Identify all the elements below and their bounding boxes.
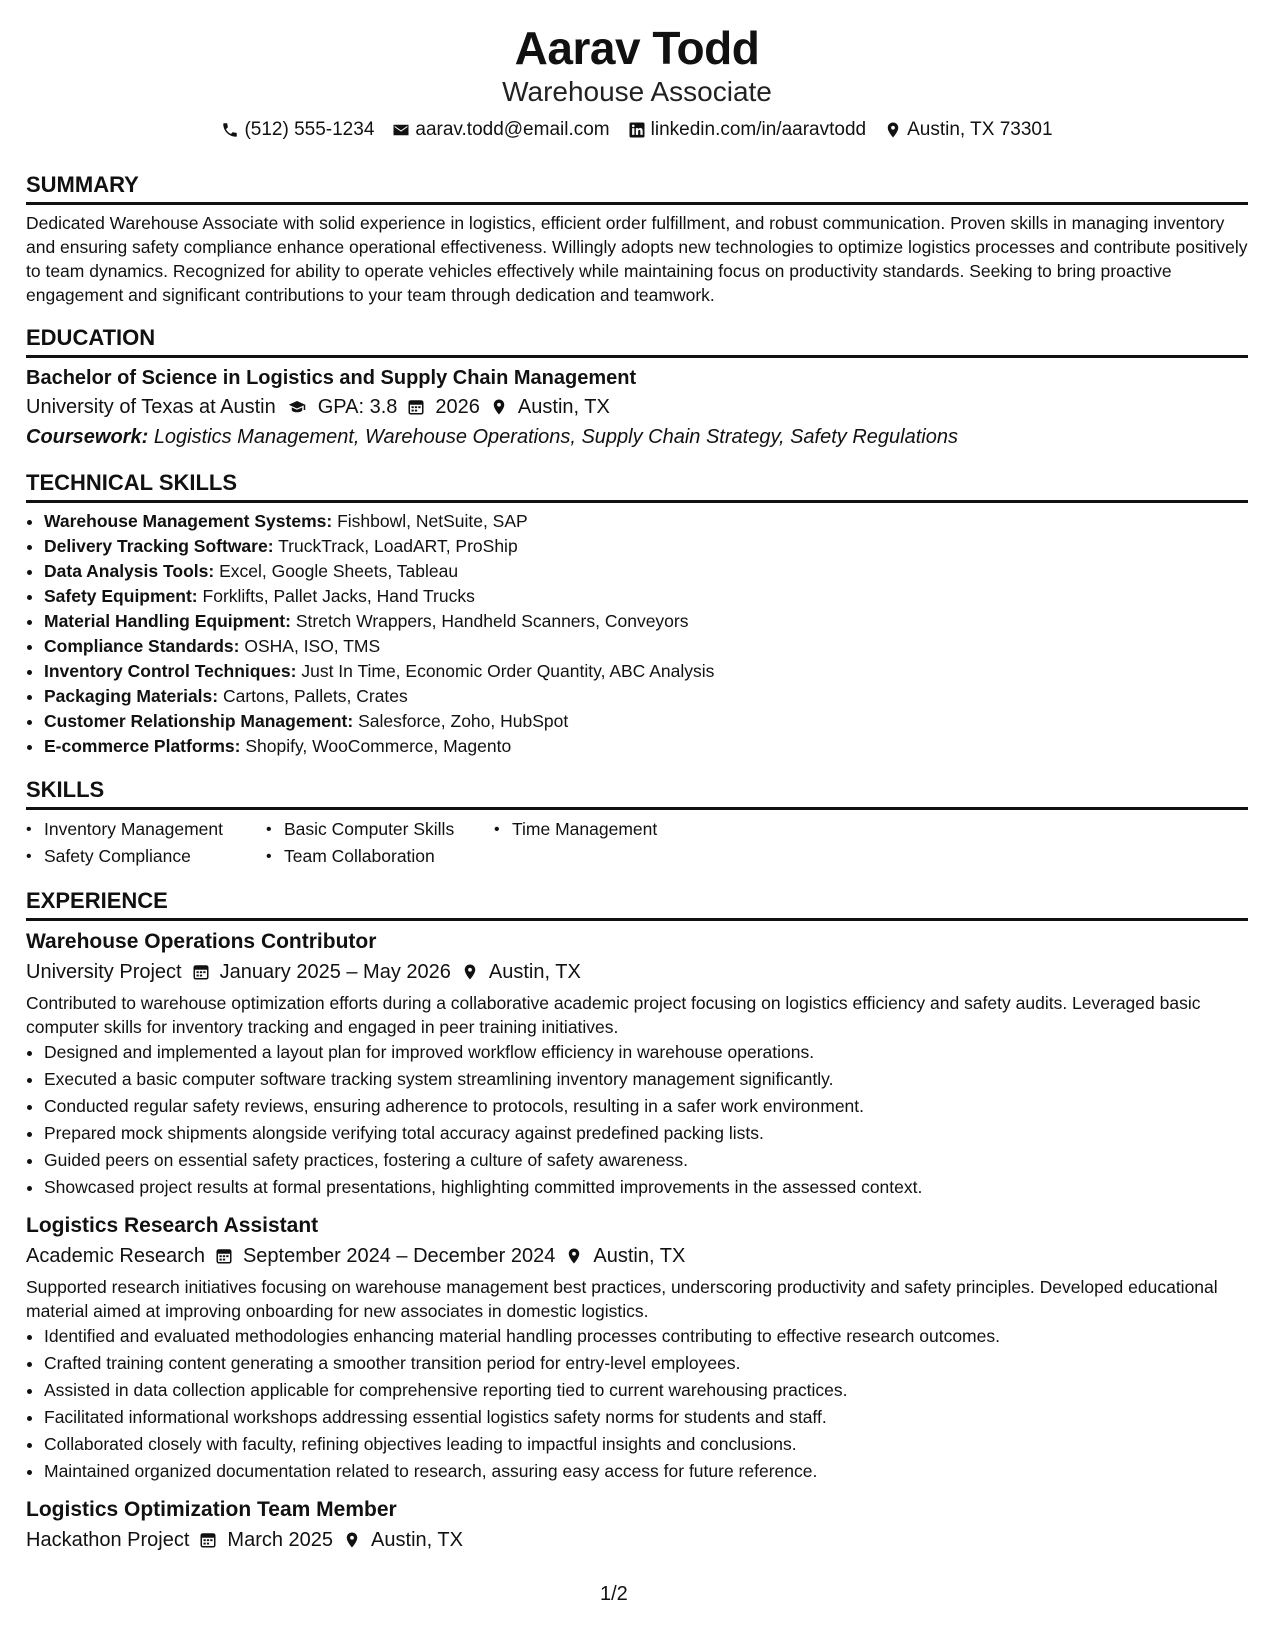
- list-item: • Team Collaboration: [266, 843, 494, 870]
- job-dates: March 2025: [227, 1529, 334, 1551]
- skill-values: OSHA, ISO, TMS: [244, 636, 381, 656]
- job-dates: September 2024 – December 2024: [242, 1245, 556, 1267]
- degree-title: Bachelor of Science in Logistics and Supply Chain Management: [26, 367, 637, 389]
- skill-category: Delivery Tracking Software:: [44, 536, 274, 556]
- list-item: • Collaborated closely with faculty, refining objectives leading to impactful insights and conclusions.: [44, 1431, 1248, 1458]
- list-item: [44, 584, 1248, 609]
- page-number: 1/2: [600, 1583, 628, 1605]
- summary-section: [26, 172, 1248, 307]
- skill-category: Material Handling Equipment:: [44, 611, 291, 631]
- calendar-icon: [407, 398, 425, 416]
- resume-header: [26, 22, 1248, 142]
- job-location: Austin, TX: [371, 1529, 463, 1551]
- experience-entry: [26, 927, 1248, 1201]
- skill-values: TruckTrack, LoadART, ProShip: [278, 536, 518, 556]
- calendar-icon: [199, 1531, 217, 1549]
- list-item: • Showcased project results at formal presentations, highlighting committed improvements in the assessed context.: [44, 1174, 1248, 1201]
- skill-category: Inventory Control Techniques:: [44, 661, 297, 681]
- linkedin-text: linkedin.com/in/aaravtodd: [650, 119, 867, 140]
- list-item: • Safety Compliance: [26, 843, 266, 870]
- coursework-label: Coursework:: [26, 426, 149, 448]
- linkedin-icon: [628, 121, 646, 139]
- skills-heading: SKILLS: [26, 777, 1248, 810]
- list-item: [44, 609, 1248, 634]
- phone-icon: [221, 121, 239, 139]
- summary-text: Dedicated Warehouse Associate with solid experience in logistics, efficient order fulfillment, and robust communication. Proven skills in managing inventory and ensuring safety compliance enhance operational effectiveness. Willingly adopts new technologies to optimize logistics processes and contribute positively to team dynamics. Recognized for ability to operate vehicles effectively while maintaining focus on productivity standards. Seeking to bring proactive engagement and significant contributions to your team through dedication and teamwork.: [26, 213, 1248, 305]
- list-item: • Time Management: [494, 816, 714, 843]
- job-dates: January 2025 – May 2026: [219, 961, 451, 983]
- list-item: [44, 659, 1248, 684]
- skills-section: [26, 777, 1248, 870]
- graduation-year: 2026: [435, 396, 480, 418]
- list-item: • Identified and evaluated methodologies enhancing material handling processes contributing to effective research outcomes.: [44, 1323, 1248, 1350]
- skill-category: Data Analysis Tools:: [44, 561, 215, 581]
- skill-values: Fishbowl, NetSuite, SAP: [337, 511, 528, 531]
- job-location: Austin, TX: [488, 961, 581, 983]
- job-title: Warehouse Operations Contributor: [26, 930, 377, 953]
- skill-category: E-commerce Platforms:: [44, 736, 241, 756]
- education-meta: [26, 392, 1248, 422]
- skill-values: Excel, Google Sheets, Tableau: [219, 561, 459, 581]
- technical-skills-list: [26, 509, 1248, 759]
- job-location: Austin, TX: [593, 1245, 686, 1267]
- experience-section: [26, 888, 1248, 1555]
- job-description: Contributed to warehouse optimization efforts during a collaborative academic project focusing on logistics efficiency and safety audits. Leveraged basic computer skills for inventory tracking and engaged in peer training initiatives.: [26, 993, 1201, 1037]
- map-pin-icon: [884, 121, 902, 139]
- envelope-icon: [392, 121, 410, 139]
- list-item: [44, 559, 1248, 584]
- calendar-icon: [215, 1247, 233, 1265]
- list-item: [44, 709, 1248, 734]
- graduation-cap-icon: [286, 398, 308, 416]
- list-item: • Guided peers on essential safety practices, fostering a culture of safety awareness.: [44, 1147, 1248, 1174]
- list-item: • Prepared mock shipments alongside verifying total accuracy against predefined packing lists.: [44, 1120, 1248, 1147]
- job-org: Academic Research: [26, 1245, 205, 1267]
- job-meta: [26, 957, 1248, 987]
- list-item: [44, 684, 1248, 709]
- list-item: • Inventory Management: [26, 816, 266, 843]
- job-org: University Project: [26, 961, 182, 983]
- skill-category: Warehouse Management Systems:: [44, 511, 333, 531]
- skill-category: Safety Equipment:: [44, 586, 198, 606]
- list-item: [44, 509, 1248, 534]
- list-item: • Facilitated informational workshops addressing essential logistics safety norms for students and staff.: [44, 1404, 1248, 1431]
- skills-grid: [26, 816, 1248, 870]
- calendar-icon: [192, 963, 210, 981]
- job-description: Supported research initiatives focusing on warehouse management best practices, underscoring productivity and safety principles. Developed educational material aimed at improving onboarding for new associates in domestic logistics.: [26, 1277, 1218, 1321]
- experience-heading: EXPERIENCE: [26, 888, 1248, 921]
- candidate-name: Aarav Todd: [514, 22, 760, 74]
- technical-skills-section: [26, 470, 1248, 759]
- experience-entry: [26, 1211, 1248, 1485]
- map-pin-icon: [565, 1247, 583, 1265]
- list-item: [44, 734, 1248, 759]
- list-item: [44, 634, 1248, 659]
- list-item: • Maintained organized documentation related to research, assuring easy access for future reference.: [44, 1458, 1248, 1485]
- job-title: Logistics Optimization Team Member: [26, 1498, 397, 1521]
- summary-heading: SUMMARY: [26, 172, 1248, 205]
- job-title: Logistics Research Assistant: [26, 1214, 319, 1237]
- skill-values: Forklifts, Pallet Jacks, Hand Trucks: [202, 586, 475, 606]
- education-heading: EDUCATION: [26, 325, 1248, 358]
- education-section: [26, 325, 1248, 452]
- job-org: Hackathon Project: [26, 1529, 190, 1551]
- education-location: Austin, TX: [517, 396, 610, 418]
- list-item: • Assisted in data collection applicable for comprehensive reporting tied to current warehousing practices.: [44, 1377, 1248, 1404]
- coursework-line: [26, 422, 1248, 452]
- list-item: • Executed a basic computer software tracking system streamlining inventory management significantly.: [44, 1066, 1248, 1093]
- contact-location: [884, 118, 1052, 142]
- map-pin-icon: [343, 1531, 361, 1549]
- skill-values: Shopify, WooCommerce, Magento: [245, 736, 512, 756]
- skill-category: Compliance Standards:: [44, 636, 240, 656]
- contact-bar: [26, 118, 1248, 142]
- skill-values: Salesforce, Zoho, HubSpot: [358, 711, 569, 731]
- job-meta: [26, 1241, 1248, 1271]
- email-text: aarav.todd@email.com: [415, 119, 610, 140]
- skill-values: Just In Time, Economic Order Quantity, ABC Analysis: [301, 661, 715, 681]
- list-item: [44, 534, 1248, 559]
- skill-category: Customer Relationship Management:: [44, 711, 354, 731]
- phone-text: (512) 555-1234: [244, 119, 375, 140]
- location-text: Austin, TX 73301: [907, 119, 1053, 140]
- job-meta: [26, 1525, 1248, 1555]
- list-item: • Basic Computer Skills: [266, 816, 494, 843]
- list-item: • Conducted regular safety reviews, ensuring adherence to protocols, resulting in a safer work environment.: [44, 1093, 1248, 1120]
- technical-skills-heading: TECHNICAL SKILLS: [26, 470, 1248, 503]
- list-item: • Crafted training content generating a smoother transition period for entry-level employees.: [44, 1350, 1248, 1377]
- experience-entry: [26, 1495, 1248, 1555]
- map-pin-icon: [461, 963, 479, 981]
- school-name: University of Texas at Austin: [26, 396, 276, 418]
- coursework-list: Logistics Management, Warehouse Operations, Supply Chain Strategy, Safety Regulations: [153, 426, 958, 448]
- skill-values: Stretch Wrappers, Handheld Scanners, Conveyors: [295, 611, 689, 631]
- contact-email[interactable]: [392, 118, 609, 142]
- skill-values: Cartons, Pallets, Crates: [222, 686, 408, 706]
- list-item: • Designed and implemented a layout plan for improved workflow efficiency in warehouse operations.: [44, 1039, 1248, 1066]
- gpa-text: GPA: 3.8: [317, 396, 398, 418]
- contact-linkedin[interactable]: [628, 118, 866, 142]
- skill-category: Packaging Materials:: [44, 686, 219, 706]
- map-pin-icon: [490, 398, 508, 416]
- job-bullets: [26, 1323, 1248, 1485]
- contact-phone: [221, 118, 374, 142]
- resume-page: [26, 0, 1248, 1565]
- job-bullets: [26, 1039, 1248, 1201]
- candidate-title: Warehouse Associate: [502, 76, 772, 107]
